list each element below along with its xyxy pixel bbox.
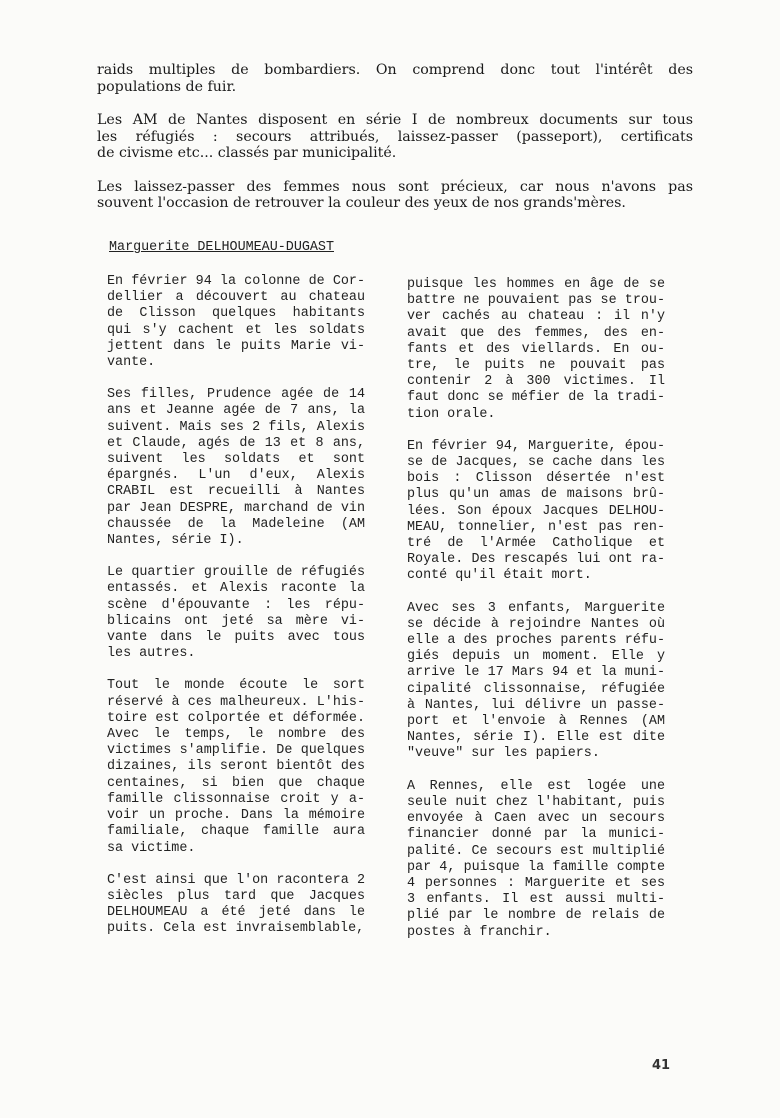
- text-line: de Clisson quelques habitants: [107, 306, 365, 322]
- page-number: 41: [652, 1058, 671, 1073]
- text-line: fants et des viellards. En ou-: [407, 341, 665, 357]
- text-line: cipalité clissonnaise, réfugiée: [407, 681, 665, 697]
- text-line: conté qu'il était mort.: [407, 568, 592, 584]
- paragraph: [107, 274, 365, 371]
- text-line: suivent les soldats et sont: [107, 452, 365, 468]
- section-title: Marguerite DELHOUMEAU-DUGAST: [109, 240, 334, 255]
- paragraph: [107, 565, 365, 662]
- text-line: arrive le 17 Mars 94 et la muni-: [407, 665, 665, 681]
- text-line: toire est colportée et déformée.: [107, 710, 365, 726]
- paragraph: [97, 62, 693, 95]
- text-line: palité. Ce secours est multiplié: [407, 843, 665, 859]
- text-line: lées. Son époux Jacques DELHOU-: [407, 503, 665, 519]
- text-line: C'est ainsi que l'on racontera 2: [107, 872, 365, 888]
- text-line: et Claude, agés de 13 et 8 ans,: [107, 435, 365, 451]
- text-line: se décide à rejoindre Nantes où: [407, 616, 665, 632]
- text-line: se de Jacques, se cache dans les: [407, 455, 665, 471]
- text-line: populations de fuir.: [97, 78, 237, 95]
- text-line: Ses filles, Prudence agée de 14: [107, 387, 365, 403]
- text-line: Avec le temps, le nombre des: [107, 727, 365, 743]
- text-line: plus qu'un amas de maisons brû-: [407, 487, 665, 503]
- text-line: giés depuis un moment. Elle y: [407, 649, 665, 665]
- text-line: par 4, puisque la famille compte: [407, 859, 665, 875]
- text-line: entassés. et Alexis raconte la: [107, 581, 365, 597]
- text-line: vante.: [107, 355, 156, 371]
- text-line: elle a des proches parents réfu-: [407, 633, 665, 649]
- text-line: à Nantes, lui délivre un passe-: [407, 697, 665, 713]
- text-line: ver cachés au chateau : il n'y: [407, 309, 665, 325]
- paragraph: [97, 112, 693, 162]
- text-line: vante dans le puits avec tous: [107, 630, 365, 646]
- text-line: victimes s'amplifie. De quelques: [107, 743, 365, 759]
- paragraph: [97, 179, 693, 212]
- paragraph: [407, 277, 665, 423]
- text-line: Les AM de Nantes disposent en série I de nombreux documents sur tous: [97, 112, 693, 128]
- text-line: MEAU, tonnelier, n'est pas ren-: [407, 519, 665, 535]
- text-line: financier donné par la munici-: [407, 827, 665, 843]
- text-line: CRABIL est recueilli à Nantes: [107, 484, 365, 500]
- text-line: siècles plus tard que Jacques: [107, 888, 365, 904]
- text-line: familiale, chaque famille aura: [107, 824, 365, 840]
- text-line: 3 enfants. Il est aussi multi-: [407, 892, 665, 908]
- intro-text: [97, 62, 693, 229]
- text-line: les réfugiés : secours attribués, laissez-passer (passeport), certificats: [97, 128, 693, 145]
- text-line: par Jean DESPRE, marchand de vin: [107, 500, 365, 516]
- left-column: [107, 274, 365, 954]
- text-line: puits. Cela est invraisemblable,: [107, 921, 365, 937]
- text-line: épargnés. L'un d'eux, Alexis: [107, 468, 365, 484]
- text-line: Avec ses 3 enfants, Marguerite: [407, 600, 665, 616]
- text-line: Nantes, série I).: [107, 533, 244, 549]
- text-line: DELHOUMEAU a été jeté dans le: [107, 905, 365, 921]
- text-line: de civisme etc... classés par municipalité.: [97, 145, 397, 161]
- text-line: 4 personnes : Marguerite et ses: [407, 875, 665, 891]
- text-line: qui s'y cachent et les soldats: [107, 322, 365, 338]
- paragraph: [407, 779, 665, 941]
- right-column: [407, 277, 665, 957]
- text-line: jettent dans le puits Marie vi-: [107, 338, 365, 354]
- text-line: scène d'épouvante : les répu-: [107, 597, 365, 613]
- text-line: dellier a découvert au chateau: [107, 290, 365, 306]
- text-line: postes à franchir.: [407, 924, 552, 940]
- text-line: famille clissonnaise croit y a-: [107, 791, 365, 807]
- paragraph: [107, 387, 365, 549]
- text-line: Tout le monde écoute le sort: [107, 678, 365, 694]
- text-line: réservé à ces malheureux. L'his-: [107, 694, 365, 710]
- text-line: plié par le nombre de relais de: [407, 908, 665, 924]
- text-line: Royale. Des rescapés lui ont ra-: [407, 552, 665, 568]
- text-line: chaussée de la Madeleine (AM: [107, 516, 365, 532]
- text-line: En février 94, Marguerite, épou-: [407, 438, 665, 454]
- text-line: blicains ont jeté sa mère vi-: [107, 613, 365, 629]
- paragraph: [407, 439, 665, 585]
- text-line: voir un proche. Dans la mémoire: [107, 808, 365, 824]
- text-line: A Rennes, elle est logée une: [407, 778, 665, 794]
- text-line: sa victime.: [107, 840, 196, 856]
- text-line: seule nuit chez l'habitant, puis: [407, 794, 665, 810]
- text-line: Les laissez-passer des femmes nous sont précieux, car nous n'avons pas: [97, 178, 693, 195]
- text-line: envoyée à Caen avec un secours: [407, 811, 665, 827]
- text-line: faut donc se méfier de la tradi-: [407, 390, 665, 406]
- text-line: tre, le puits ne pouvait pas: [407, 358, 665, 374]
- paragraph: [107, 873, 365, 938]
- paragraph: [107, 678, 365, 856]
- text-line: Le quartier grouille de réfugiés: [107, 565, 365, 581]
- text-line: contenir 2 à 300 victimes. Il: [407, 374, 665, 390]
- text-line: bois : Clisson désertée n'est: [407, 471, 665, 487]
- text-line: battre ne pouvaient pas se trou-: [407, 293, 665, 309]
- text-line: tré de l'Armée Catholique et: [407, 536, 665, 552]
- text-line: souvent l'occasion de retrouver la couleur des yeux de nos grands'mères.: [97, 195, 626, 211]
- text-line: avait que des femmes, des en-: [407, 325, 665, 341]
- text-line: centaines, si bien que chaque: [107, 775, 365, 791]
- text-line: port et l'envoie à Rennes (AM: [407, 714, 665, 730]
- text-line: ans et Jeanne agée de 7 ans, la: [107, 403, 365, 419]
- text-line: tion orale.: [407, 406, 496, 422]
- paragraph: [407, 601, 665, 763]
- text-line: raids multiples de bombardiers. On comprend donc tout l'intérêt des: [97, 62, 693, 78]
- text-line: dizaines, ils seront bientôt des: [107, 759, 365, 775]
- text-line: Nantes, série I). Elle est dite: [407, 730, 665, 746]
- text-line: puisque les hommes en âge de se: [407, 277, 665, 292]
- text-line: En février 94 la colonne de Cor-: [107, 274, 365, 289]
- text-line: les autres.: [107, 646, 196, 662]
- text-line: suivent. Mais ses 2 fils, Alexis: [107, 419, 365, 435]
- text-line: "veuve" sur les papiers.: [407, 746, 600, 762]
